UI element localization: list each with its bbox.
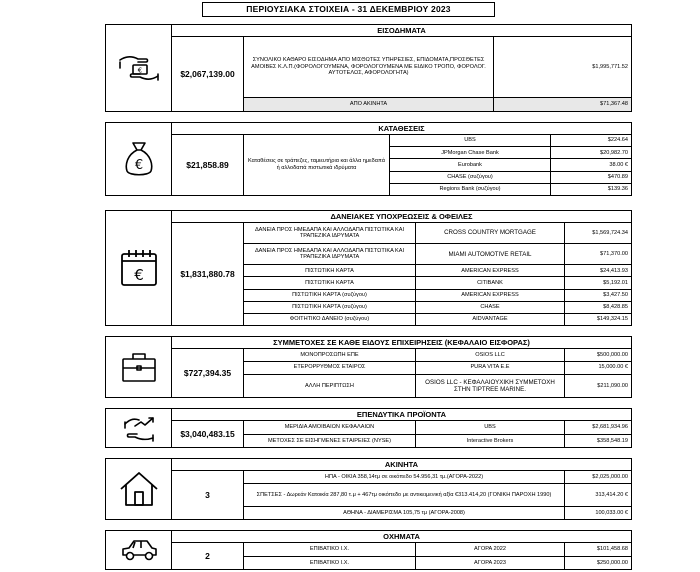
table-row xyxy=(244,98,631,111)
loan-type: ΠΙΣΤΩΤΙΚΗ ΚΑΡΤΑ xyxy=(244,265,416,276)
income-amount: $71,367.48 xyxy=(600,101,628,108)
svg-text:€: € xyxy=(134,158,143,173)
money-bag-icon xyxy=(106,123,172,195)
real-estate-count: 3 xyxy=(172,471,244,519)
loans-section xyxy=(105,210,632,326)
property-amount: 313,414.20 € xyxy=(595,491,628,498)
loan-type: ΠΙΣΤΩΤΙΚΗ ΚΑΡΤΑ (συζύγου) xyxy=(244,302,416,313)
hand-money-icon xyxy=(106,25,172,111)
income-desc: ΣΥΝΟΛΙΚΟ ΚΑΘΑΡΟ ΕΙΣΟΔΗΜΑ ΑΠΟ ΜΙΣΘΩΤΕΣ ΥΠΗΡΕΣΙΕΣ, ΕΠΙΔΟΜΑΤΑ,ΠΡΟΣΘΕΤΕΣ ΑΜΟΙΒΕΣ Κ.Λ.Π.(ΦΟΡΟΛΟΓΟΥΜΕΝΑ, ΦΟΡΟΛΟΓΟΥΜΕΝΑ ΜΕ ΕΙΔΙΚΟ ΤΡΟΠΟ, ΦΟΡΟΛΟΓ. ΑΥΤΟΤΕΛΩΣ, ΑΦΟΡΟΛΟΓΗΤΑ) xyxy=(244,37,494,97)
table-row xyxy=(244,265,631,277)
table-row xyxy=(244,244,631,265)
property-desc: ΑΘΗΝΑ - ΔΙΑΜΕΡΙΣΜΑ 105,75 τμ (ΑΓΟΡΑ-2008) xyxy=(244,507,565,519)
loan-type: ΠΙΣΤΩΤΙΚΗ ΚΑΡΤΑ xyxy=(244,277,416,288)
loan-type: ΠΙΣΤΩΤΙΚΗ ΚΑΡΤΑ (συζύγου) xyxy=(244,290,416,301)
bank-amount: $20,982.70 xyxy=(600,149,628,156)
bank-amount: $470.89 xyxy=(607,174,628,180)
income-section xyxy=(105,24,632,112)
investments-section xyxy=(105,408,632,448)
table-row xyxy=(390,135,631,147)
loan-amount: $71,370.00 xyxy=(600,250,628,257)
loan-lender: MIAMI AUTOMOTIVE RETAIL xyxy=(416,244,565,264)
table-row xyxy=(244,435,631,448)
vehicle-amount: $250,000.00 xyxy=(596,559,628,566)
table-row xyxy=(244,223,631,244)
loan-amount: $149,324.15 xyxy=(596,316,628,323)
bank-name: UBS xyxy=(390,135,551,146)
holding-type: ΕΤΕΡΟΡΡΥΘΜΟΣ ΕΤΑΙΡΟΣ xyxy=(244,362,416,374)
property-desc: ΣΠΕΤΣΕΣ - Δωρεάν Κατοικία 287,80 τ.μ + 467τμ οικόπεδο με αντικειμενική αξία €313.414,20 (ΓΟΝΙΚΗ ΠΑΡΟΧΗ 1990) xyxy=(244,484,565,505)
loan-amount: $1,569,724.34 xyxy=(592,229,628,236)
loan-amount: $8,428.85 xyxy=(603,304,628,311)
table-row xyxy=(390,184,631,195)
income-header: ΕΙΣΟΔΗΜΑΤΑ xyxy=(172,25,631,37)
income-total: $2,067,139.00 xyxy=(172,37,244,111)
investments-header: ΕΠΕΝΔΥΤΙΚΑ ΠΡΟΪΟΝΤΑ xyxy=(172,409,631,421)
investment-institution: UBS xyxy=(416,421,565,434)
vehicle-acquired: ΑΓΟΡΑ 2023 xyxy=(416,557,565,570)
table-row xyxy=(244,37,631,98)
real-estate-section xyxy=(105,458,632,520)
holding-company: PURA VITA E.E xyxy=(416,362,565,374)
bank-name: Eurobank xyxy=(390,159,551,170)
holdings-header: ΣΥΜΜΕΤΟΧΕΣ ΣΕ ΚΑΘΕ ΕΙΔΟΥΣ ΕΠΙΧΕΙΡΗΣΕΙΣ (ΚΕΦΑΛΑΙΟ ΕΙΣΦΟΡΑΣ) xyxy=(172,337,631,349)
table-row xyxy=(390,147,631,159)
table-row xyxy=(390,172,631,184)
property-desc: ΗΠΑ - OIKIA 358,14τμ σε οικόπεδο 54.956,31 τμ.(ΑΓΟΡΑ-2022) xyxy=(244,471,565,483)
car-icon xyxy=(106,531,172,569)
bank-name: JPMorgan Chase Bank xyxy=(390,147,551,158)
income-amount: $1,995,771.52 xyxy=(592,63,628,70)
investment-amount: $2,681,934.96 xyxy=(592,424,628,431)
bank-name: CHASE (συζύγου) xyxy=(390,172,551,183)
bank-amount: $139.36 xyxy=(607,186,628,193)
property-amount: $2,025,000.00 xyxy=(592,474,628,480)
holding-company: OSIOS LLC - ΚΕΦΑΛΑΙΟΥΧΙΚΗ ΣΥΜΜΕΤΟΧΗ ΣΤΗΝ TIPTREE MARINE. xyxy=(416,375,565,397)
bank-amount: $224.64 xyxy=(607,137,628,144)
loan-type: ΔΑΝΕΙΑ ΠΡΟΣ ΗΜΕΔΑΠΑ ΚΑΙ ΑΛΛΟΔΑΠΑ ΠΙΣΤΩΤΙΚΑ ΚΑΙ ΤΡΑΠΕΖΙΚΑ ΙΔΡΥΜΑΤΑ xyxy=(244,244,416,264)
bank-name: Regions Bank (συζύγου) xyxy=(390,184,551,195)
table-row xyxy=(244,471,631,484)
loans-total: $1,831,880.78 xyxy=(172,223,244,325)
vehicles-count: 2 xyxy=(172,543,244,569)
loan-amount: $24,413.93 xyxy=(600,267,628,274)
table-row xyxy=(244,375,631,397)
loan-lender: AMERICAN EXPRESS xyxy=(416,290,565,301)
holding-amount: 15,000.00 € xyxy=(598,364,628,371)
svg-text:€: € xyxy=(137,66,142,75)
table-row xyxy=(244,543,631,557)
table-row xyxy=(244,314,631,325)
table-row xyxy=(244,290,631,302)
vehicles-header: ΟΧΗΜΑΤΑ xyxy=(172,531,631,543)
briefcase-icon xyxy=(106,337,172,397)
table-row xyxy=(244,421,631,435)
investments-total: $3,040,483.15 xyxy=(172,421,244,447)
hand-growth-icon xyxy=(106,409,172,447)
table-row xyxy=(244,302,631,314)
page-title: ΠΕΡΙΟΥΣΙΑΚΑ ΣΤΟΙΧΕΙΑ - 31 ΔΕΚΕΜΒΡΙΟΥ 2023 xyxy=(202,2,495,17)
table-row xyxy=(244,557,631,570)
table-row xyxy=(390,159,631,171)
deposits-total: $21,858.89 xyxy=(172,135,244,195)
real-estate-header: ΑΚΙΝΗΤΑ xyxy=(172,459,631,471)
holding-type: ΑΛΛΗ ΠΕΡΙΠΤΩΣΗ xyxy=(244,375,416,397)
investment-institution: Interactive Brokers xyxy=(416,435,565,448)
loan-amount: $3,427.50 xyxy=(603,291,628,298)
vehicle-type: ΕΠΙΒΑΤΙΚΟ Ι.Χ. xyxy=(244,557,416,570)
loan-lender: AMERICAN EXPRESS xyxy=(416,265,565,276)
table-row xyxy=(244,507,631,519)
table-row xyxy=(244,484,631,506)
investment-type: ΜΕΡΙΔΙΑ ΑΜΟΙΒΑΙΩΝ ΚΕΦΑΛΑΙΩΝ xyxy=(244,421,416,434)
holding-amount: $211,090.00 xyxy=(597,382,628,389)
table-row xyxy=(244,277,631,289)
loan-lender: CROSS COUNTRY MORTGAGE xyxy=(416,223,565,243)
loan-lender: CITIBANK xyxy=(416,277,565,288)
loan-lender: CHASE xyxy=(416,302,565,313)
investment-amount: $358,548.19 xyxy=(596,437,628,444)
holdings-section xyxy=(105,336,632,398)
loan-lender: AIDVANTAGE xyxy=(416,314,565,325)
vehicle-amount: $101,458.68 xyxy=(596,546,628,553)
house-icon xyxy=(106,459,172,519)
property-amount: 100,033.00 € xyxy=(595,509,628,516)
loan-amount: $5,192.01 xyxy=(603,279,628,286)
holding-amount: $500,000.00 xyxy=(596,351,628,358)
vehicles-section xyxy=(105,530,632,570)
investment-type: ΜΕΤΟΧΕΣ ΣΕ ΕΙΣΗΓΜΕΝΕΣ ΕΤΑΙΡΕΙΕΣ (NYSE) xyxy=(244,435,416,448)
table-row xyxy=(244,349,631,362)
vehicle-type: ΕΠΙΒΑΤΙΚΟ Ι.Χ. xyxy=(244,543,416,556)
loan-type: ΔΑΝΕΙΑ ΠΡΟΣ ΗΜΕΔΑΠΑ ΚΑΙ ΑΛΛΟΔΑΠΑ ΠΙΣΤΩΤΙΚΑ ΚΑΙ ΤΡΑΠΕΖΙΚΑ ΙΔΡΥΜΑΤΑ xyxy=(244,223,416,243)
vehicle-acquired: ΑΓΟΡΑ 2022 xyxy=(416,543,565,556)
deposits-header: ΚΑΤΑΘΕΣΕΙΣ xyxy=(172,123,631,135)
holding-type: ΜΟΝΟΠΡΟΣΩΠΗ ΕΠΕ xyxy=(244,349,416,361)
loans-header: ΔΑΝΕΙΑΚΕΣ ΥΠΟΧΡΕΩΣΕΙΣ & ΟΦΕΙΛΕΣ xyxy=(172,211,631,223)
income-desc: ΑΠΟ ΑΚΙΝΗΤΑ xyxy=(244,98,494,111)
deposits-section xyxy=(105,122,632,196)
holding-company: OSIOS LLC xyxy=(416,349,565,361)
holdings-total: $727,394.35 xyxy=(172,349,244,397)
calendar-euro-icon xyxy=(106,211,172,325)
table-row xyxy=(244,362,631,375)
deposits-desc: Καταθέσεις σε τράπεζες, ταμιευτήρια και άλλα ημεδαπά ή αλλοδαπά πιστωτικά ιδρύματα xyxy=(244,135,390,195)
svg-text:€: € xyxy=(133,266,144,284)
bank-amount: 38.00 € xyxy=(609,161,628,168)
loan-type: ΦΟΙΤΗΤΙΚΟ ΔΑΝΕΙΟ (συζύγου) xyxy=(244,314,416,325)
